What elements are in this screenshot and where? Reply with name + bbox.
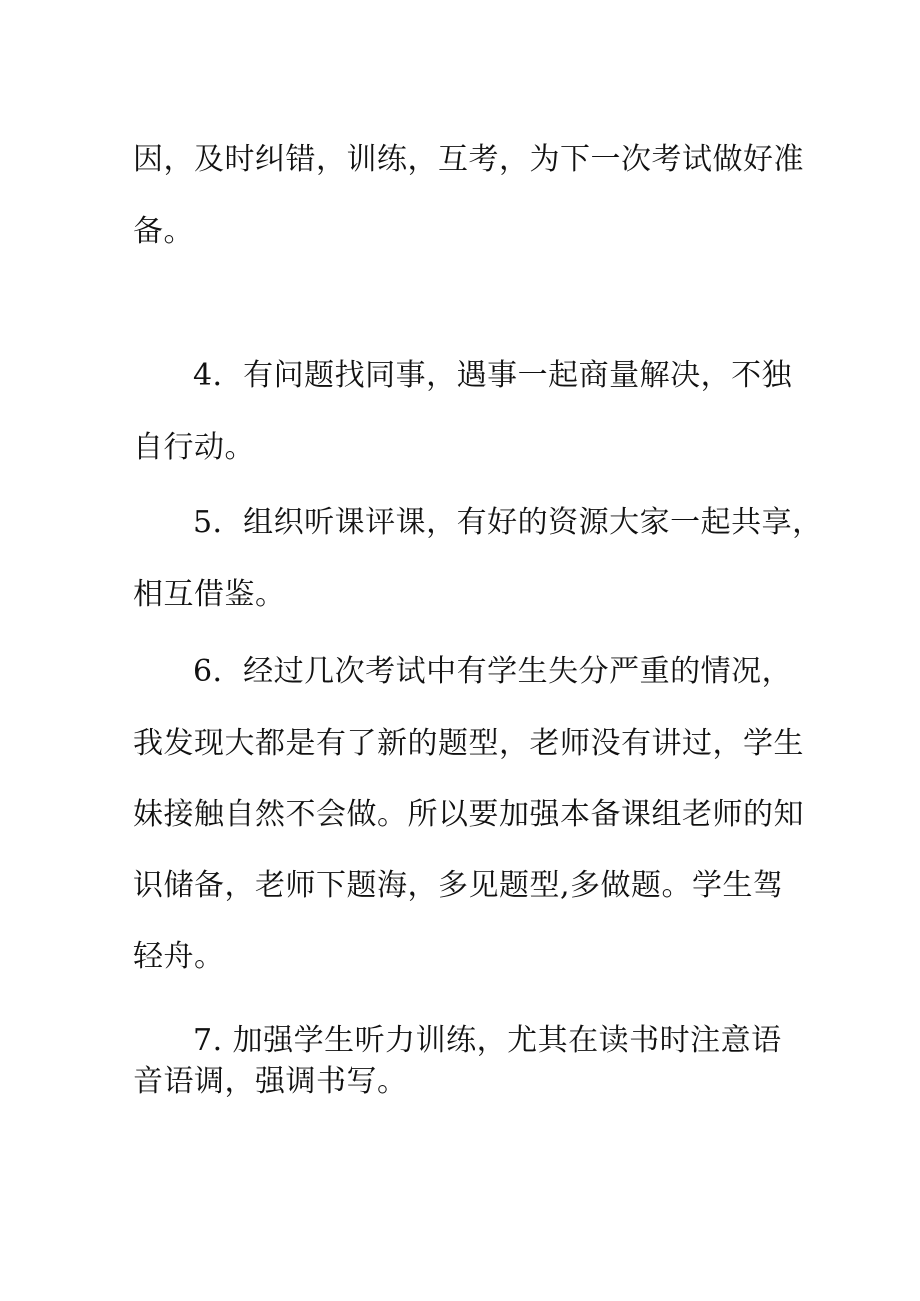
paragraph-line: 备。: [133, 214, 194, 249]
list-item-6-line: 我发现大都是有了新的题型，老师没有讲过，学生: [133, 726, 804, 761]
list-item-6-line: 识储备，老师下题海，多见题型,多做题。学生驾: [133, 868, 784, 903]
paragraph-line: 因，及时纠错，训练，互考，为下一次考试做好准: [133, 142, 804, 177]
list-item-4-line: 4．有问题找同事，遇事一起商量解决，不独: [193, 358, 793, 393]
list-item-6-line: 6．经过几次考试中有学生失分严重的情况，: [193, 654, 793, 689]
list-item-4-line: 自行动。: [133, 430, 255, 465]
list-item-6-line: 轻舟。: [133, 939, 225, 974]
list-item-5-line: 相互借鉴。: [133, 577, 286, 612]
list-item-7-line: 音语调，强调书写。: [133, 1064, 408, 1099]
list-item-7-line: 7. 加强学生听力训练，尤其在读书时注意语: [193, 1023, 782, 1058]
list-item-5-line: 5．组织听课评课，有好的资源大家一起共享，: [193, 505, 823, 540]
list-item-6-line: 妹接触自然不会做。所以要加强本备课组老师的知: [133, 797, 804, 832]
